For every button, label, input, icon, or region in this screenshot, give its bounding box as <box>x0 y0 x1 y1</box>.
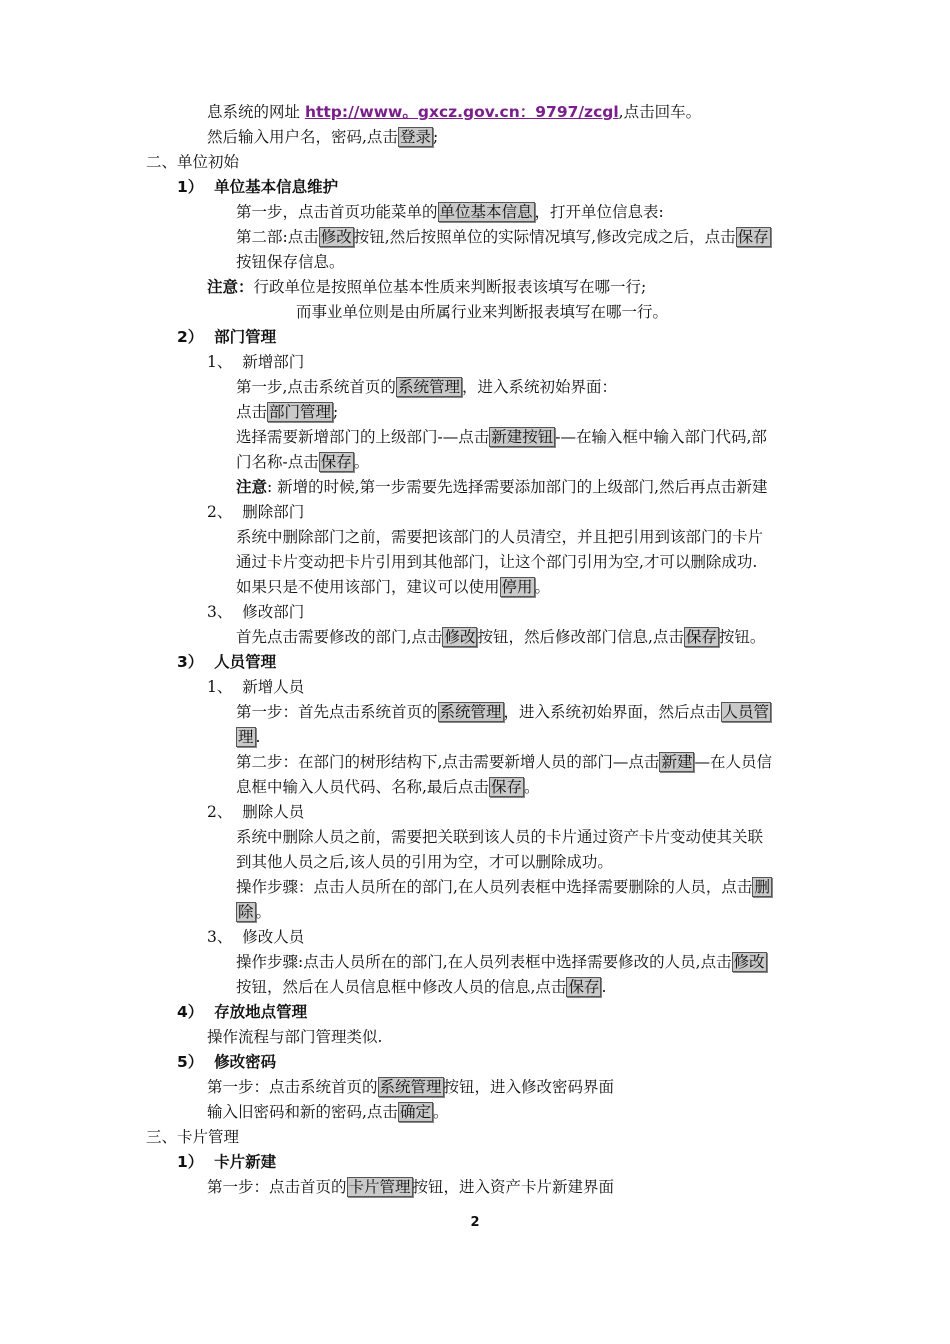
disable-button-ref: 停用 <box>501 578 533 596</box>
item-heading <box>177 1050 276 1075</box>
modify-button-ref: 修改 <box>320 228 352 246</box>
text: 第一步：首先点击系统首页的 <box>236 703 438 721</box>
text: 门名称-点击 <box>236 453 319 471</box>
save-button-ref: 保存 <box>490 778 522 796</box>
sub-item-heading <box>207 600 304 625</box>
note-label: 注意 <box>236 478 268 496</box>
note-label: 注意： <box>207 278 254 296</box>
text: ; <box>432 128 439 146</box>
note-line <box>236 475 768 500</box>
paragraph-line <box>207 1100 448 1125</box>
text: 按钮,然后按照单位的实际情况填写,修改完成之后，点击 <box>353 228 736 246</box>
unit-info-button-ref: 单位基本信息 <box>439 203 533 221</box>
text: 然后输入用户名，密码,点击 <box>207 128 398 146</box>
sub-item-number: 1、 <box>207 678 233 696</box>
paragraph-line <box>236 700 771 725</box>
text: ，打开单位信息表: <box>534 203 664 221</box>
text: 选择需要新增部门的上级部门-—点击 <box>236 428 490 446</box>
modify-button-ref: 修改 <box>733 953 765 971</box>
paragraph-line <box>236 575 550 600</box>
item-heading <box>177 1000 307 1025</box>
item-title: 存放地点管理 <box>214 1003 308 1021</box>
item-number: 1） <box>177 178 204 196</box>
paragraph-line: 系统中删除人员之前，需要把关联到该人员的卡片通过资产卡片变动使其关联 <box>236 828 764 846</box>
text: ，进入系统初始界面，然后点击 <box>503 703 721 721</box>
paragraph-line <box>236 775 539 800</box>
section-heading-card-manage: 三、卡片管理 <box>146 1128 240 1146</box>
paragraph-line: 按钮保存信息。 <box>236 253 345 271</box>
sub-item-number: 3、 <box>207 603 233 621</box>
sub-item-heading <box>207 675 304 700</box>
sub-item-heading <box>207 925 304 950</box>
text: 点击 <box>236 403 268 421</box>
page-number: 2 <box>470 1215 480 1230</box>
paragraph-line <box>236 625 765 650</box>
text: . <box>255 728 261 746</box>
paragraph-line <box>236 750 772 775</box>
sub-item-title: 修改部门 <box>242 603 305 621</box>
item-heading <box>177 1150 276 1175</box>
sub-item-heading <box>207 800 304 825</box>
text: 按钮。 <box>718 628 766 646</box>
paragraph-line <box>236 375 617 400</box>
paragraph-line: 通过卡片变动把卡片引用到其他部门，让这个部门引用为空,才可以删除成功. <box>236 553 758 571</box>
paragraph-line <box>236 450 369 475</box>
login-button-ref: 登录 <box>399 128 431 146</box>
dept-manage-button-ref: 部门管理 <box>269 403 332 421</box>
text: 如果只是不使用该部门，建议可以使用 <box>236 578 500 596</box>
system-url-link[interactable]: http://www。gxcz.gov.cn：9797/zcgl <box>304 103 619 121</box>
text: 第一步：点击首页的 <box>207 1178 347 1196</box>
item-title: 人员管理 <box>214 653 277 671</box>
text: 按钮，然后在人员信息框中修改人员的信息,点击 <box>236 978 567 996</box>
sub-item-heading <box>207 350 304 375</box>
item-number: 4） <box>177 1003 204 1021</box>
save-button-ref: 保存 <box>737 228 769 246</box>
text: 。 <box>353 453 370 471</box>
text: 。 <box>523 778 540 796</box>
item-title: 部门管理 <box>214 328 277 346</box>
text: 第一步，点击首页功能菜单的 <box>236 203 438 221</box>
text: 按钮，然后修改部门信息,点击 <box>477 628 684 646</box>
sub-item-heading <box>207 500 304 525</box>
text: 输入旧密码和新的密码,点击 <box>207 1103 398 1121</box>
system-manage-button-ref: 系统管理 <box>379 1078 442 1096</box>
sub-item-number: 2、 <box>207 503 233 521</box>
save-button-ref: 保存 <box>320 453 352 471</box>
note-line <box>207 275 646 300</box>
paragraph-line <box>236 425 767 450</box>
text: 第二部:点击 <box>236 228 319 246</box>
text: 息系统的网址 <box>207 103 305 121</box>
confirm-button-ref: 确定 <box>399 1103 431 1121</box>
paragraph-line <box>236 400 338 425</box>
new-button-ref: 新建按钮 <box>491 428 554 446</box>
delete-button-ref: 除 <box>238 903 254 921</box>
item-heading <box>177 650 276 675</box>
item-number: 5） <box>177 1053 204 1071</box>
text: 息框中输入人员代码、名称,最后点击 <box>236 778 489 796</box>
text: 。 <box>534 578 551 596</box>
modify-button-ref: 修改 <box>444 628 476 646</box>
paragraph-line: 操作流程与部门管理类似. <box>207 1028 383 1046</box>
text: 。 <box>255 903 272 921</box>
text: 按钮，进入修改密码界面 <box>443 1078 615 1096</box>
paragraph-line: 到其他人员之后,该人员的引用为空，才可以删除成功。 <box>236 853 613 871</box>
sub-item-title: 修改人员 <box>242 928 305 946</box>
note-line: 而事业单位则是由所属行业来判断报表填写在哪一行。 <box>296 303 669 321</box>
paragraph-line <box>236 975 606 1000</box>
text: 。 <box>432 1103 449 1121</box>
paragraph-line <box>236 725 260 750</box>
paragraph-line: 系统中删除部门之前，需要把该部门的人员清空，并且把引用到该部门的卡片 <box>236 528 764 546</box>
text: ; <box>333 403 339 421</box>
paragraph-line <box>236 900 271 925</box>
text: 按钮，进入资产卡片新建界面 <box>412 1178 615 1196</box>
sub-item-number: 1、 <box>207 353 233 371</box>
sub-item-number: 2、 <box>207 803 233 821</box>
text: 操作步骤:点击人员所在的部门,在人员列表框中选择需要修改的人员,点击 <box>236 953 732 971</box>
text: -—在输入框中输入部门代码,部 <box>555 428 767 446</box>
save-button-ref: 保存 <box>568 978 600 996</box>
item-title: 卡片新建 <box>214 1153 277 1171</box>
sub-item-title: 删除部门 <box>242 503 305 521</box>
paragraph-line <box>207 1175 614 1200</box>
paragraph-line <box>207 1075 614 1100</box>
sub-item-number: 3、 <box>207 928 233 946</box>
text: 行政单位是按照单位基本性质来判断报表该填写在哪一行; <box>253 278 647 296</box>
system-manage-button-ref: 系统管理 <box>397 378 460 396</box>
text: 首先点击需要修改的部门,点击 <box>236 628 443 646</box>
text: . <box>601 978 607 996</box>
item-title: 修改密码 <box>214 1053 277 1071</box>
card-manage-button-ref: 卡片管理 <box>348 1178 411 1196</box>
item-number: 2） <box>177 328 204 346</box>
sub-item-title: 新增部门 <box>242 353 305 371</box>
item-number: 1） <box>177 1153 204 1171</box>
paragraph-line <box>236 225 771 250</box>
personnel-manage-button-ref: 理 <box>238 728 254 746</box>
section-heading-unit-init: 二、单位初始 <box>146 153 240 171</box>
text: 第二步：在部门的树形结构下,点击需要新增人员的部门—点击 <box>236 753 660 771</box>
paragraph-line <box>236 950 767 975</box>
text: ,点击回车。 <box>618 103 702 121</box>
item-heading <box>177 325 276 350</box>
text: —在人员信 <box>694 753 772 771</box>
paragraph-line <box>236 875 772 900</box>
url-line <box>207 100 701 125</box>
item-number: 3） <box>177 653 204 671</box>
delete-button-ref: 删 <box>754 878 770 896</box>
new-button-ref: 新建 <box>661 753 693 771</box>
item-title: 单位基本信息维护 <box>214 178 339 196</box>
text: 第一步,点击系统首页的 <box>236 378 396 396</box>
text: 操作步骤：点击人员所在的部门,在人员列表框中选择需要删除的人员，点击 <box>236 878 753 896</box>
login-line <box>207 125 438 150</box>
save-button-ref: 保存 <box>685 628 717 646</box>
personnel-manage-button-ref: 人员管 <box>722 703 770 721</box>
text: 第一步：点击系统首页的 <box>207 1078 378 1096</box>
paragraph-line <box>236 200 664 225</box>
sub-item-title: 新增人员 <box>242 678 305 696</box>
system-manage-button-ref: 系统管理 <box>439 703 502 721</box>
text: ，进入系统初始界面： <box>461 378 617 396</box>
item-heading <box>177 175 338 200</box>
sub-item-title: 删除人员 <box>242 803 305 821</box>
text: : 新增的时候,第一步需要先选择需要添加部门的上级部门,然后再点击新建 <box>267 478 768 496</box>
